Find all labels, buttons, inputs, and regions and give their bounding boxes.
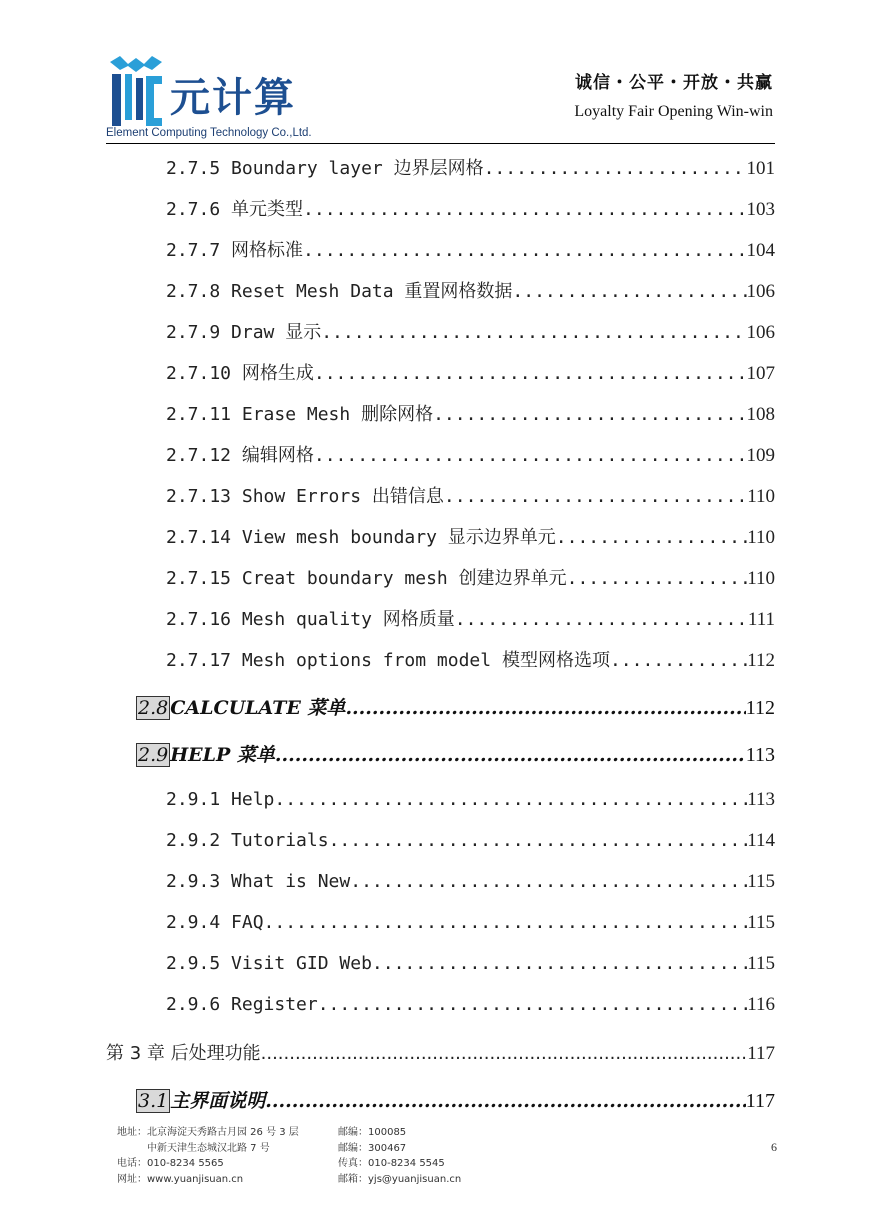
toc-row[interactable] xyxy=(166,871,775,893)
toc-page: 113 xyxy=(747,789,775,810)
toc-page: 109 xyxy=(746,445,775,466)
toc-leader xyxy=(567,568,748,589)
toc-row[interactable] xyxy=(166,400,775,426)
toc-page: 106 xyxy=(746,281,775,302)
toc-title: 2.7.15 Creat boundary mesh 创建边界单元 xyxy=(166,568,567,589)
toc-leader xyxy=(512,281,746,302)
toc-page: 103 xyxy=(746,199,775,220)
toc-leader xyxy=(303,240,746,261)
toc-page: 107 xyxy=(746,363,775,384)
motto-english: Loyalty Fair Opening Win-win xyxy=(574,103,773,120)
toc-title: 2.7.17 Mesh options from model 模型网格选项 xyxy=(166,650,610,671)
toc-page: 101 xyxy=(746,158,775,179)
toc-page: 115 xyxy=(747,953,775,974)
toc-title: 2.7.9 Draw 显示 xyxy=(166,322,322,343)
toc-row[interactable] xyxy=(166,441,775,467)
toc-page: 115 xyxy=(747,871,775,892)
toc-page: 117 xyxy=(745,1090,775,1112)
toc-title: 2.9.5 Visit GID Web xyxy=(166,953,372,974)
toc-title: 2.9.1 Help xyxy=(166,789,275,810)
toc-leader xyxy=(372,953,747,974)
toc-row[interactable] xyxy=(166,912,775,934)
header-divider xyxy=(106,143,775,144)
toc-row[interactable] xyxy=(166,830,775,852)
toc-leader xyxy=(433,404,746,425)
footer-contact-left xyxy=(117,1125,337,1187)
section-number: 2.9 xyxy=(138,744,169,766)
toc-title: 第 3 章 后处理功能 xyxy=(106,1043,261,1064)
toc-title: 2.9.3 What is New xyxy=(166,871,351,892)
toc-title: 2.7.14 View mesh boundary 显示边界单元 xyxy=(166,527,556,548)
toc-row[interactable] xyxy=(166,195,775,221)
toc-leader xyxy=(345,697,745,719)
logo-subtitle: Element Computing Technology Co.,Ltd. xyxy=(106,127,312,139)
toc-title: 主界面说明 xyxy=(170,1090,266,1112)
toc-page: 111 xyxy=(747,609,775,630)
toc-title: 2.7.6 单元类型 xyxy=(166,199,304,220)
toc-page: 115 xyxy=(747,912,775,933)
page-header xyxy=(0,0,869,145)
toc-leader xyxy=(274,789,747,810)
toc-row[interactable] xyxy=(166,523,775,549)
page-number: 6 xyxy=(771,1140,777,1154)
toc-page: 104 xyxy=(746,240,775,261)
toc-title: 2.7.10 网格生成 xyxy=(166,363,314,384)
toc-leader xyxy=(484,158,747,179)
toc-leader xyxy=(444,486,747,507)
toc-leader xyxy=(303,199,746,220)
toc-row[interactable] xyxy=(166,482,775,508)
toc-title: CALCULATE 菜单 xyxy=(170,697,346,719)
footer-phone: 电话：010-8234 5565 xyxy=(117,1158,224,1170)
toc-section-2-9[interactable] xyxy=(136,740,775,767)
toc-leader xyxy=(275,744,746,766)
toc-row[interactable] xyxy=(166,359,775,385)
toc-title: 2.7.5 Boundary layer 边界层网格 xyxy=(166,158,484,179)
toc-title: 2.9.6 Register xyxy=(166,994,318,1015)
toc-page: 110 xyxy=(747,486,775,507)
toc-leader xyxy=(261,1043,748,1064)
footer-address: 地址：北京海淀天秀路古月园 26 号 3 层 xyxy=(117,1127,299,1138)
footer-web: 网址：www.yuanjisuan.cn xyxy=(117,1173,244,1185)
toc-title: HELP 菜单 xyxy=(170,744,275,766)
footer-zip: 邮编：100085 xyxy=(338,1127,407,1138)
toc-row[interactable] xyxy=(166,277,775,303)
toc-row[interactable] xyxy=(166,318,775,344)
toc-leader xyxy=(314,445,747,466)
footer-address: 中新天津生态城汉北路 7 号 xyxy=(117,1142,270,1154)
toc-title: 2.7.12 编辑网格 xyxy=(166,445,314,466)
toc-title: 2.7.11 Erase Mesh 删除网格 xyxy=(166,404,434,425)
toc-leader xyxy=(610,650,747,671)
toc-leader xyxy=(350,871,747,892)
toc-page: 117 xyxy=(747,1043,775,1064)
section-number: 3.1 xyxy=(138,1090,169,1112)
toc-row[interactable] xyxy=(166,154,775,180)
toc-chapter-3[interactable] xyxy=(106,1039,775,1065)
footer-fax: 传真：010-8234 5545 xyxy=(338,1158,445,1170)
toc-page: 114 xyxy=(747,830,775,851)
toc-leader xyxy=(455,609,748,630)
toc-row[interactable] xyxy=(166,789,775,811)
footer-zip: 邮编：300467 xyxy=(338,1142,407,1154)
footer-email: 邮箱：yjs@yuanjisuan.cn xyxy=(338,1173,462,1185)
toc-title: 2.9.2 Tutorials xyxy=(166,830,329,851)
section-number: 2.8 xyxy=(138,697,169,719)
toc-leader xyxy=(556,527,747,548)
toc-title: 2.7.7 网格标准 xyxy=(166,240,304,261)
toc-page: 116 xyxy=(747,994,775,1015)
toc-page: 106 xyxy=(746,322,775,343)
footer-contact-right xyxy=(338,1125,538,1187)
toc-page: 112 xyxy=(745,697,775,719)
toc-section-2-8[interactable] xyxy=(136,693,775,720)
toc-row[interactable] xyxy=(166,236,775,262)
toc-page: 112 xyxy=(747,650,775,671)
toc-row[interactable] xyxy=(166,994,775,1016)
toc-page: 113 xyxy=(745,744,775,766)
toc-section-3-1[interactable] xyxy=(136,1086,775,1113)
toc-title: 2.9.4 FAQ xyxy=(166,912,264,933)
toc-row[interactable] xyxy=(166,605,775,631)
toc-leader xyxy=(314,363,747,384)
toc-title: 2.7.16 Mesh quality 网格质量 xyxy=(166,609,455,630)
toc-row[interactable] xyxy=(166,953,775,975)
toc-page: 110 xyxy=(747,527,775,548)
toc-leader xyxy=(321,322,746,343)
toc-title: 2.7.8 Reset Mesh Data 重置网格数据 xyxy=(166,281,513,302)
toc-page: 108 xyxy=(746,404,775,425)
toc-leader xyxy=(265,1090,746,1112)
toc-title: 2.7.13 Show Errors 出错信息 xyxy=(166,486,444,507)
toc-leader xyxy=(318,994,747,1015)
toc-leader xyxy=(264,912,748,933)
motto: 诚信・公平・开放・共赢 xyxy=(575,73,773,93)
toc-page: 110 xyxy=(747,568,775,589)
company-logo-icon xyxy=(106,54,166,130)
toc-row[interactable] xyxy=(166,564,775,590)
logo-text: 元计算 xyxy=(170,75,296,121)
toc-row[interactable] xyxy=(166,646,775,672)
toc-leader xyxy=(329,830,748,851)
